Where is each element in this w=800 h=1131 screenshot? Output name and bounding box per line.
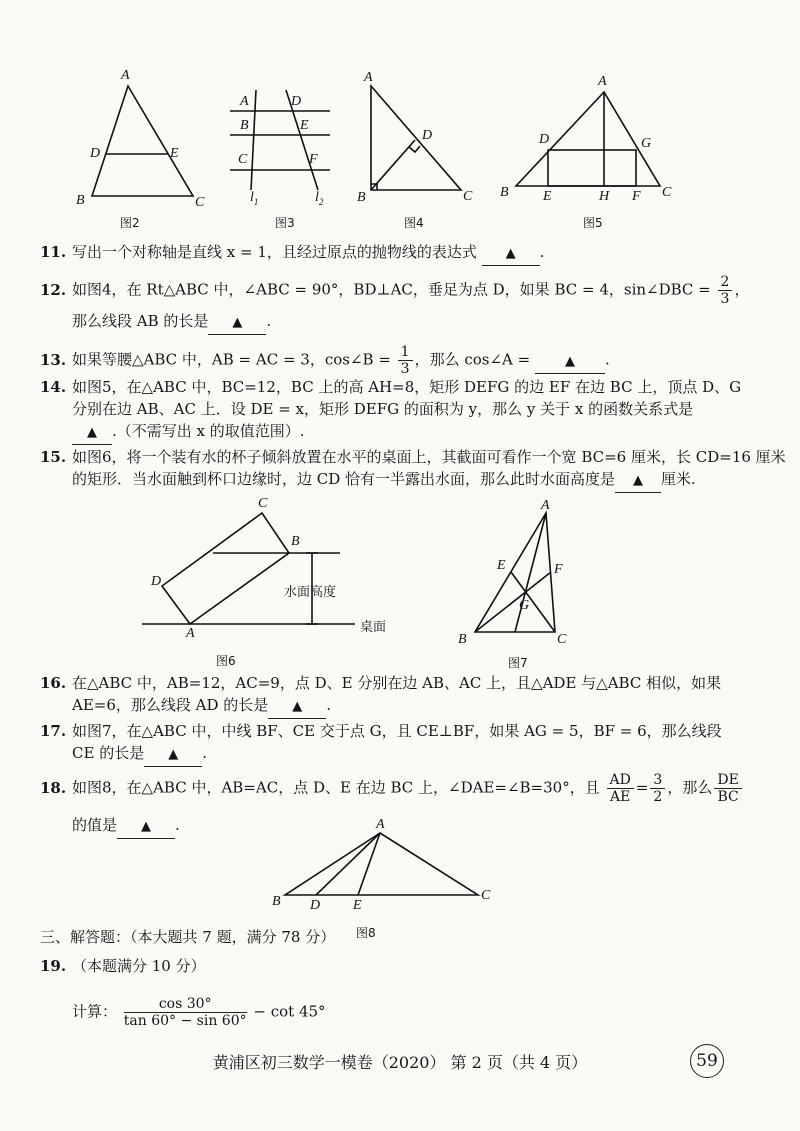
fig3-label-c: C bbox=[238, 152, 248, 167]
fig7-caption: 图7 bbox=[508, 656, 528, 670]
question-11: 11. 写出一个对称轴是直线 x = 1，且经过原点的抛物线的表达式 ▲ . bbox=[40, 241, 544, 266]
fraction: $\frac{3}{2}$ bbox=[650, 772, 665, 805]
fig8-label-d: D bbox=[310, 898, 321, 913]
answer-blank: ▲ bbox=[268, 694, 326, 719]
fig2-label-e: E bbox=[170, 146, 179, 161]
fig2-label-b: B bbox=[76, 193, 85, 208]
question-12: 12. 如图4，在 Rt△ABC 中，∠ABC = 90°，BD⊥AC，垂足为点 D，如果 BC = 4，sin∠DBC = $\frac{2}{3}$ ， bbox=[40, 274, 750, 307]
fig4-label-b: B bbox=[357, 190, 366, 205]
fig4-label-c: C bbox=[463, 189, 473, 204]
question-17-line2: CE 的长是 ▲ . bbox=[72, 742, 207, 767]
fig3-label-d: D bbox=[291, 94, 302, 109]
fig4-label-a: A bbox=[364, 70, 373, 85]
fig8-label-c: C bbox=[481, 888, 491, 903]
fig6-label-d: D bbox=[151, 574, 162, 589]
fig5-label-e: E bbox=[543, 189, 552, 204]
fig5-caption: 图5 bbox=[583, 216, 603, 230]
fig2-label-d: D bbox=[90, 146, 101, 161]
fig5-label-g: G bbox=[641, 136, 652, 151]
answer-blank: ▲ bbox=[144, 742, 202, 767]
desk-label: 桌面 bbox=[360, 620, 387, 635]
fraction: $\frac{2}{3}$ bbox=[718, 274, 733, 307]
question-12-line2: 那么线段 AB 的长是 ▲ . bbox=[72, 310, 271, 335]
section-3-heading: 三、解答题：（本大题共 7 题，满分 78 分） bbox=[40, 928, 336, 946]
question-16: 16. 在△ABC 中，AB=12，AC=9，点 D、E 分别在边 AB、AC 上，且△ADE 与△ABC 相似，如果 bbox=[40, 674, 722, 692]
fig8-label-b: B bbox=[272, 894, 281, 909]
fig5-label-b: B bbox=[500, 185, 509, 200]
fig3-label-b: B bbox=[240, 118, 249, 133]
fig7-label-g: G bbox=[519, 598, 530, 613]
fig3-label-l2: $l_2$ bbox=[315, 190, 324, 207]
fig5-label-f: F bbox=[632, 189, 641, 204]
fig2-label-c: C bbox=[195, 195, 205, 210]
fig8-label-e: E bbox=[353, 898, 362, 913]
fig7-label-e: E bbox=[497, 558, 506, 573]
fig3-label-l1: $l_1$ bbox=[250, 190, 259, 207]
fig5-label-d: D bbox=[539, 132, 550, 147]
page-number-circle: 59 bbox=[690, 1044, 724, 1078]
fig5-label-a: A bbox=[598, 74, 607, 89]
question-18: 18. 如图8，在△ABC 中，AB=AC，点 D、E 在边 BC 上，∠DAE=∠B=30°，且 $\frac{AD}{AE}$ = $\frac{3}{2}$ ，那么 $\frac{DE}{BC}$ bbox=[40, 772, 744, 805]
fraction: $\frac{\cos 30^\circ}{\tan 60^\circ - \sin 60^\circ}$ bbox=[123, 996, 247, 1029]
fig7-label-b: B bbox=[458, 632, 467, 647]
fig6-label-a: A bbox=[186, 626, 195, 641]
question-19-expression: 计算： $\frac{\cos 30^\circ}{\tan 60^\circ - \sin 60^\circ}$ − cot 45° bbox=[72, 996, 326, 1029]
question-19: 19. （本题满分 10 分） bbox=[40, 957, 206, 975]
question-16-line2: AE=6，那么线段 AD 的长是 ▲ . bbox=[72, 694, 331, 719]
fraction: $\frac{1}{3}$ bbox=[398, 344, 413, 377]
fig3-caption: 图3 bbox=[275, 216, 295, 230]
question-14-line2: 分别在边 AB、AC 上．设 DE = x，矩形 DEFG 的面积为 y，那么 y 关于 x 的函数关系式是 bbox=[72, 400, 694, 418]
question-15: 15. 如图6，将一个装有水的杯子倾斜放置在水平的桌面上，其截面可看作一个宽 BC=6 厘米，长 CD=16 厘米 bbox=[40, 448, 786, 466]
answer-blank: ▲ bbox=[482, 241, 540, 266]
fig7-label-f: F bbox=[554, 562, 563, 577]
question-15-line2: 的矩形．当水面触到杯口边缘时，边 CD 恰有一半露出水面，那么此时水面高度是 ▲ 厘米. bbox=[72, 468, 696, 493]
figure-8-drawing bbox=[285, 833, 478, 895]
figure-5-drawing bbox=[516, 92, 660, 186]
fig7-label-a: A bbox=[541, 498, 550, 513]
answer-blank: ▲ bbox=[117, 814, 175, 839]
fig8-label-a: A bbox=[376, 817, 385, 832]
fig5-label-c: C bbox=[662, 185, 672, 200]
fig3-label-a: A bbox=[240, 94, 249, 109]
fig2-caption: 图2 bbox=[120, 216, 140, 230]
answer-blank: ▲ bbox=[535, 349, 605, 374]
question-18-line2: 的值是 ▲ . bbox=[72, 814, 180, 839]
question-17: 17. 如图7，在△ABC 中，中线 BF、CE 交于点 G，且 CE⊥BF，如果 AG = 5，BF = 6，那么线段 bbox=[40, 722, 722, 740]
figure-6-drawing bbox=[142, 513, 355, 624]
fig3-label-f: F bbox=[309, 152, 318, 167]
answer-blank: ▲ bbox=[615, 468, 661, 493]
question-14-line3: ▲ .（不需写出 x 的取值范围）. bbox=[72, 420, 305, 445]
fig2-label-a: A bbox=[121, 68, 130, 83]
fig6-label-c: C bbox=[258, 496, 268, 511]
fraction: $\frac{DE}{BC}$ bbox=[714, 772, 741, 805]
question-13: 13. 如果等腰△ABC 中，AB = AC = 3，cos∠B = $\frac{1}{3}$ ，那么 cos∠A = ▲ . bbox=[40, 344, 610, 377]
fraction: $\frac{AD}{AE}$ bbox=[607, 772, 634, 805]
answer-blank: ▲ bbox=[208, 310, 266, 335]
page-footer: 黄浦区初三数学一模卷（2020） 第 2 页（共 4 页） bbox=[212, 1053, 588, 1072]
fig7-label-c: C bbox=[557, 632, 567, 647]
fig3-label-e: E bbox=[300, 118, 309, 133]
fig8-caption: 图8 bbox=[356, 926, 376, 940]
figure-2-drawing bbox=[92, 86, 193, 196]
fig4-caption: 图4 bbox=[404, 216, 424, 230]
answer-blank: ▲ bbox=[72, 420, 112, 445]
figure-7-drawing bbox=[475, 513, 555, 632]
fig6-label-b: B bbox=[291, 534, 300, 549]
figure-4-drawing bbox=[371, 86, 461, 190]
fig5-label-h: H bbox=[599, 189, 610, 204]
fig6-caption: 图6 bbox=[216, 654, 236, 668]
water-height-label: 水面高度 bbox=[284, 585, 337, 600]
fig4-label-d: D bbox=[422, 128, 433, 143]
question-14: 14. 如图5，在△ABC 中，BC=12，BC 上的高 AH=8，矩形 DEFG 的边 EF 在边 BC 上，顶点 D、G bbox=[40, 378, 742, 396]
